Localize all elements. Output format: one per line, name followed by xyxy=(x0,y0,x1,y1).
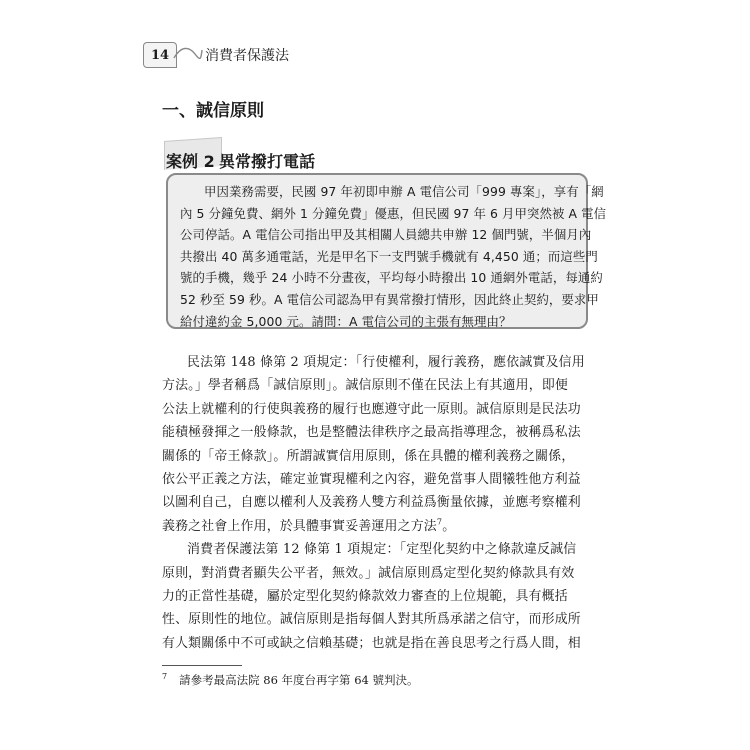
paragraph-line: 關係的「帝王條款」。所謂誠實信用原則，係在具體的權利義務之關係， xyxy=(162,448,575,464)
footnote xyxy=(162,672,418,688)
paragraph-line: 公法上就權利的行使與義務的履行也應遵守此一原則。誠信原則是民法功 xyxy=(162,401,581,417)
case-text-line: 給付違約金 5,000 元。請問：A 電信公司的主張有無理由？ xyxy=(180,313,512,329)
case-text-line: 號的手機，幾乎 24 小時不分晝夜，平均每小時撥出 10 通網外電話，每通約 xyxy=(180,270,603,286)
case-text-line: 甲因業務需要，民國 97 年初即申辦 A 電信公司「999 專案」，享有「網 xyxy=(204,184,604,199)
paragraph-end-punctuation: 。 xyxy=(442,518,456,534)
header-swoosh-decoration xyxy=(173,44,203,64)
footnote-divider xyxy=(162,665,242,666)
paragraph-line: 有人類關係中不可或缺之信賴基礎；也就是指在善良思考之行爲人間，相 xyxy=(162,635,581,651)
case-box xyxy=(166,173,607,329)
case-label: 案例 2 xyxy=(166,152,215,171)
paragraph-line: 方法。」學者稱爲「誠信原則」。誠信原則不僅在民法上有其適用，即便 xyxy=(162,378,568,394)
body-text xyxy=(162,351,592,655)
case-text-line: 公司停話。A 電信公司指出甲及其相關人員總共申辦 12 個門號，半個月內 xyxy=(180,227,592,243)
paragraph-line-text: 義務之社會上作用，於具體事實妥善運用之方法 xyxy=(162,518,437,534)
section-heading: 一、誠信原則 xyxy=(162,101,264,121)
footnote-reference: 7 xyxy=(436,517,443,527)
footnote-text: 請參考最高法院 86 年度台再字第 64 號判決。 xyxy=(179,673,419,687)
case-text-line: 共撥出 40 萬多通電話，光是甲名下一支門號手機就有 4,450 通；而這些門 xyxy=(180,248,598,264)
book-title: 消費者保護法 xyxy=(205,48,289,64)
case-title: 異常撥打電話 xyxy=(219,152,316,171)
paragraph-line: 能積極發揮之一般條款，也是整體法律秩序之最高指導理念，被稱爲私法 xyxy=(162,425,581,441)
paragraph-line: 性、原則性的地位。誠信原則是指每個人對其所爲承諾之信守，而形成所 xyxy=(162,612,581,628)
footnote-number: 7 xyxy=(162,672,168,682)
paragraph-line: 以圖利自己，自應以權利人及義務人雙方利益爲衡量依據，並應考察權利 xyxy=(162,495,581,511)
paragraph-line: 原則，對消費者顯失公平者，無效。」誠信原則爲定型化契約條款具有效 xyxy=(162,565,575,581)
page-number: 14 xyxy=(143,42,177,68)
case-text-line: 內 5 分鐘免費、網外 1 分鐘免費」優惠，但民國 97 年 6 月甲突然被 A 電信 xyxy=(180,205,607,221)
paragraph-line: 消費者保護法第 12 條第 1 項規定：「定型化契約中之條款違反誠信 xyxy=(187,542,577,558)
paragraph-line: 依公平正義之方法，確定並實現權利之內容，避免當事人間犧牲他方利益 xyxy=(162,472,581,488)
case-text-line: 52 秒至 59 秒。A 電信公司認為甲有異常撥打情形，因此終止契約，要求甲 xyxy=(180,291,599,307)
paragraph-line: 力的正當性基礎，屬於定型化契約條款效力審查的上位規範，具有概括 xyxy=(162,589,568,605)
paragraph-line-last xyxy=(162,515,592,538)
running-header xyxy=(143,42,323,68)
paragraph-line: 民法第 148 條第 2 項規定：「行使權利，履行義務，應依誠實及信用 xyxy=(187,355,585,370)
